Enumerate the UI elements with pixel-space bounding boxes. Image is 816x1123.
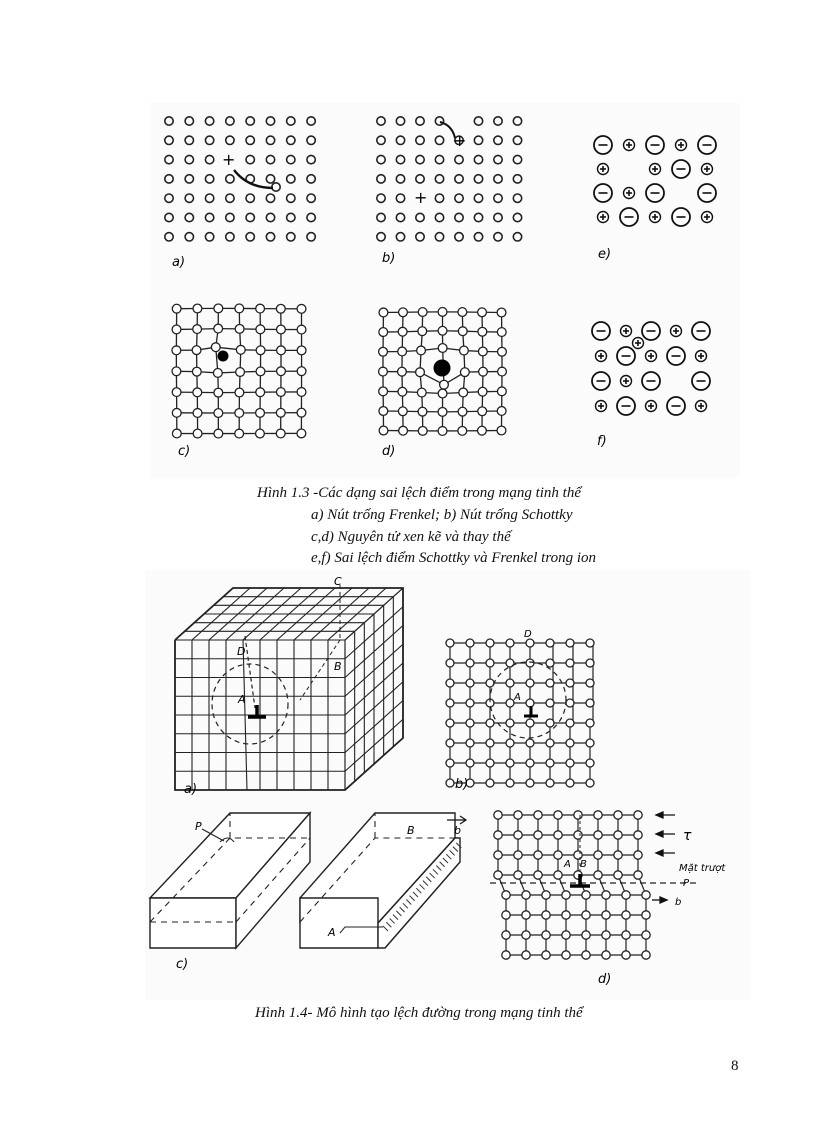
lattice-atom: [574, 851, 582, 859]
lattice-atom: [192, 367, 201, 376]
lattice-atom: [586, 719, 594, 727]
lattice-atom: [438, 344, 447, 353]
lattice-atom: [622, 931, 630, 939]
lattice-atom: [546, 679, 554, 687]
lattice-atom: [534, 811, 542, 819]
figure-1-3: [145, 100, 745, 485]
lattice-atom: [526, 739, 534, 747]
figure-1-4-caption: Hình 1.4- Mô hình tạo lệch đường trong mạng tinh thể: [255, 1005, 583, 1021]
lattice-atom: [458, 407, 467, 416]
lattice-atom: [417, 346, 426, 355]
figure-1-3-background: [150, 103, 740, 478]
figure-1-3-caption-ef: e,f) Sai lệch điểm Schottky và Frenkel trong ion: [311, 550, 597, 566]
lattice-atom: [522, 931, 530, 939]
lattice-atom: [526, 719, 534, 727]
panel-1-4-d-label-p: P: [683, 878, 690, 889]
lattice-atom: [446, 779, 454, 787]
lattice-atom: [494, 831, 502, 839]
lattice-atom: [256, 346, 265, 355]
lattice-atom: [486, 759, 494, 767]
lattice-atom: [398, 347, 407, 356]
lattice-atom: [398, 387, 407, 396]
lattice-atom: [379, 387, 388, 396]
lattice-atom: [486, 779, 494, 787]
lattice-atom: [502, 891, 510, 899]
panel-1-4-b-label-d: D: [524, 629, 532, 640]
lattice-atom: [214, 304, 223, 313]
lattice-atom: [235, 324, 244, 333]
lattice-atom: [526, 699, 534, 707]
lattice-atom: [534, 851, 542, 859]
panel-1-4-c-label: c): [176, 957, 189, 972]
panel-1-3-b-plus-top: +: [453, 131, 467, 150]
lattice-atom: [446, 639, 454, 647]
lattice-atom: [193, 429, 202, 438]
lattice-atom: [458, 426, 467, 435]
lattice-atom: [276, 408, 285, 417]
lattice-atom: [634, 811, 642, 819]
lattice-atom: [514, 871, 522, 879]
lattice-atom: [466, 719, 474, 727]
lattice-atom: [486, 639, 494, 647]
lattice-atom: [486, 719, 494, 727]
lattice-atom: [506, 779, 514, 787]
lattice-atom: [542, 891, 550, 899]
lattice-atom: [446, 679, 454, 687]
lattice-atom: [526, 679, 534, 687]
lattice-atom: [566, 639, 574, 647]
panel-1-4-d-label-b-vector: b: [675, 897, 682, 908]
lattice-atom: [502, 951, 510, 959]
figure-1-3-caption-ab: a) Nút trống Frenkel; b) Nút trống Schottky: [311, 507, 573, 523]
lattice-atom: [172, 346, 181, 355]
panel-1-4-b-label-a: A: [514, 692, 521, 703]
lattice-atom: [566, 679, 574, 687]
lattice-atom: [277, 367, 286, 376]
lattice-atom: [214, 388, 223, 397]
lattice-atom: [297, 388, 306, 397]
panel-1-3-a-plus: +: [222, 150, 236, 169]
lattice-atom: [634, 831, 642, 839]
lattice-atom: [211, 343, 220, 352]
lattice-atom: [526, 759, 534, 767]
lattice-atom: [634, 851, 642, 859]
panel-1-3-e-label: e): [598, 247, 612, 262]
lattice-atom: [276, 388, 285, 397]
lattice-atom: [634, 871, 642, 879]
lattice-atom: [297, 346, 306, 355]
lattice-atom: [440, 380, 449, 389]
panel-1-4-a-label-d: D: [237, 645, 246, 658]
lattice-atom: [586, 759, 594, 767]
panel-1-4-d-label: d): [598, 972, 612, 987]
lattice-atom: [498, 367, 507, 376]
lattice-atom: [542, 951, 550, 959]
lattice-atom: [614, 831, 622, 839]
lattice-atom: [277, 325, 286, 334]
lattice-atom: [642, 911, 650, 919]
lattice-atom: [172, 429, 181, 438]
lattice-atom: [502, 931, 510, 939]
lattice-atom: [534, 831, 542, 839]
lattice-atom: [642, 931, 650, 939]
figure-1-4: [140, 568, 755, 1005]
lattice-atom: [256, 388, 265, 397]
lattice-atom: [478, 407, 487, 416]
lattice-atom: [506, 739, 514, 747]
lattice-atom: [494, 811, 502, 819]
lattice-atom: [193, 304, 202, 313]
lattice-atom: [418, 426, 427, 435]
panel-1-4-d-label-tau: τ: [683, 828, 692, 844]
lattice-atom: [438, 307, 447, 316]
lattice-atom: [398, 327, 407, 336]
lattice-atom: [514, 831, 522, 839]
lattice-atom: [399, 308, 408, 317]
lattice-atom: [546, 699, 554, 707]
lattice-atom: [446, 699, 454, 707]
lattice-atom: [542, 931, 550, 939]
lattice-atom: [602, 911, 610, 919]
lattice-atom: [514, 811, 522, 819]
lattice-atom: [498, 347, 507, 356]
lattice-atom: [594, 831, 602, 839]
lattice-atom: [256, 408, 265, 417]
lattice-atom: [214, 409, 223, 418]
lattice-atom: [418, 407, 427, 416]
panel-1-4-a-label-c: C: [334, 575, 342, 588]
lattice-atom: [514, 851, 522, 859]
lattice-atom: [506, 679, 514, 687]
lattice-atom: [526, 659, 534, 667]
lattice-atom: [276, 429, 285, 438]
lattice-atom: [466, 659, 474, 667]
lattice-atom: [379, 308, 388, 317]
lattice-atom: [235, 304, 244, 313]
lattice-atom: [478, 426, 487, 435]
lattice-atom: [193, 325, 202, 334]
page-number: 8: [731, 1058, 739, 1074]
lattice-atom: [586, 779, 594, 787]
lattice-atom: [458, 308, 467, 317]
lattice-atom: [586, 679, 594, 687]
lattice-atom: [506, 759, 514, 767]
lattice-atom: [497, 308, 506, 317]
lattice-atom: [379, 347, 388, 356]
panel-1-4-c-label-b-upper: B: [407, 824, 415, 837]
lattice-atom: [534, 871, 542, 879]
lattice-atom: [542, 911, 550, 919]
lattice-atom: [236, 368, 245, 377]
lattice-atom: [642, 891, 650, 899]
lattice-atom: [497, 407, 506, 416]
lattice-atom: [622, 911, 630, 919]
lattice-atom: [586, 739, 594, 747]
lattice-atom: [614, 811, 622, 819]
lattice-atom: [622, 951, 630, 959]
lattice-atom: [438, 407, 447, 416]
panel-1-4-d-label-a: A: [564, 859, 571, 870]
lattice-atom: [574, 831, 582, 839]
lattice-atom: [526, 639, 534, 647]
lattice-atom: [214, 324, 223, 333]
lattice-atom: [522, 951, 530, 959]
lattice-atom: [546, 639, 554, 647]
lattice-atom: [494, 871, 502, 879]
lattice-atom: [478, 387, 487, 396]
lattice-atom: [438, 427, 447, 436]
panel-1-3-a-label: a): [172, 255, 186, 270]
lattice-atom: [438, 326, 447, 335]
panel-1-4-b-label: b): [455, 777, 469, 792]
lattice-atom: [460, 368, 469, 377]
lattice-atom: [622, 891, 630, 899]
lattice-atom: [256, 429, 265, 438]
lattice-atom: [614, 851, 622, 859]
lattice-atom: [594, 871, 602, 879]
lattice-atom: [466, 679, 474, 687]
lattice-atom: [546, 779, 554, 787]
lattice-atom: [582, 931, 590, 939]
lattice-atom: [418, 308, 427, 317]
lattice-atom: [235, 429, 244, 438]
lattice-atom: [418, 327, 427, 336]
panel-1-3-c-label: c): [178, 444, 191, 459]
panel-1-4-a-label-b: B: [334, 660, 342, 673]
lattice-atom: [586, 699, 594, 707]
lattice-atom: [398, 407, 407, 416]
interstitial-atom: [218, 351, 229, 362]
lattice-atom: [582, 911, 590, 919]
lattice-atom: [479, 367, 488, 376]
lattice-atom: [466, 759, 474, 767]
panel-1-4-c-label-b-lower: b: [454, 824, 461, 837]
lattice-atom: [459, 388, 468, 397]
lattice-atom: [582, 891, 590, 899]
lattice-atom: [602, 891, 610, 899]
figure-1-3-caption-cd: c,d) Nguyên tử xen kẽ và thay thế: [311, 529, 511, 545]
lattice-atom: [297, 429, 306, 438]
lattice-atom: [497, 387, 506, 396]
lattice-atom: [193, 388, 202, 397]
lattice-atom: [172, 304, 181, 313]
lattice-atom: [546, 719, 554, 727]
lattice-atom: [522, 891, 530, 899]
lattice-atom: [399, 426, 408, 435]
panel-1-4-c-label-a: A: [328, 926, 336, 939]
lattice-atom: [546, 659, 554, 667]
lattice-atom: [172, 388, 181, 397]
lattice-atom: [522, 911, 530, 919]
lattice-atom: [546, 759, 554, 767]
lattice-atom: [446, 719, 454, 727]
lattice-atom: [497, 426, 506, 435]
lattice-atom: [398, 367, 407, 376]
lattice-atom: [586, 659, 594, 667]
lattice-atom: [562, 911, 570, 919]
lattice-atom: [478, 327, 487, 336]
lattice-atom: [172, 408, 181, 417]
figure-1-3-caption-title: Hình 1.3 -Các dạng sai lệch điểm trong mạng tinh thể: [257, 485, 581, 501]
lattice-atom: [256, 304, 265, 313]
lattice-atom: [172, 325, 181, 334]
lattice-atom: [478, 347, 487, 356]
lattice-atom: [566, 719, 574, 727]
lattice-atom: [554, 851, 562, 859]
lattice-atom: [276, 304, 285, 313]
lattice-atom: [506, 699, 514, 707]
lattice-atom: [446, 739, 454, 747]
lattice-atom: [602, 951, 610, 959]
lattice-atom: [574, 811, 582, 819]
lattice-atom: [594, 851, 602, 859]
lattice-atom: [446, 759, 454, 767]
panel-1-3-d-label: d): [382, 444, 396, 459]
lattice-atom: [192, 346, 201, 355]
lattice-atom: [566, 659, 574, 667]
lattice-atom: [379, 407, 388, 416]
lattice-atom: [566, 739, 574, 747]
lattice-atom: [554, 831, 562, 839]
lattice-atom: [486, 659, 494, 667]
lattice-atom: [526, 779, 534, 787]
lattice-atom: [494, 851, 502, 859]
panel-1-4-a-label: a): [184, 782, 198, 797]
lattice-atom: [466, 739, 474, 747]
lattice-atom: [602, 931, 610, 939]
lattice-atom: [379, 328, 388, 337]
lattice-atom: [546, 739, 554, 747]
lattice-atom: [562, 931, 570, 939]
lattice-atom: [642, 951, 650, 959]
lattice-atom: [486, 739, 494, 747]
lattice-atom: [235, 388, 244, 397]
lattice-atom: [594, 811, 602, 819]
lattice-atom: [554, 811, 562, 819]
lattice-atom: [466, 699, 474, 707]
lattice-atom: [297, 367, 306, 376]
panel-1-4-d-label-b: B: [580, 859, 587, 870]
panel-1-4-a-label-a: A: [238, 693, 246, 706]
lattice-atom: [502, 911, 510, 919]
lattice-atom: [379, 426, 388, 435]
lattice-atom: [277, 346, 286, 355]
lattice-atom: [235, 409, 244, 418]
lattice-atom: [586, 639, 594, 647]
panel-1-3-b-label: b): [382, 251, 396, 266]
lattice-atom: [497, 328, 506, 337]
lattice-atom: [416, 368, 425, 377]
lattice-atom: [506, 639, 514, 647]
substitutional-atom: [434, 360, 451, 377]
lattice-atom: [236, 345, 245, 354]
lattice-atom: [297, 325, 306, 334]
lattice-atom: [460, 346, 469, 355]
lattice-atom: [478, 308, 487, 317]
lattice-atom: [458, 327, 467, 336]
lattice-atom: [506, 719, 514, 727]
panel-1-3-f-label: f): [597, 434, 607, 449]
lattice-atom: [446, 659, 454, 667]
lattice-atom: [193, 409, 202, 418]
lattice-atom: [214, 429, 223, 438]
lattice-atom: [566, 759, 574, 767]
lattice-atom: [566, 699, 574, 707]
lattice-atom: [213, 369, 222, 378]
lattice-atom: [614, 871, 622, 879]
lattice-atom: [486, 679, 494, 687]
lattice-atom: [297, 304, 306, 313]
lattice-atom: [172, 367, 181, 376]
panel-1-4-d-label-slip-plane: Mặt trượt: [679, 863, 726, 874]
lattice-atom: [566, 779, 574, 787]
lattice-atom: [466, 639, 474, 647]
lattice-atom: [582, 951, 590, 959]
lattice-atom: [256, 325, 265, 334]
lattice-atom: [554, 871, 562, 879]
lattice-atom: [379, 367, 388, 376]
lattice-atom: [438, 389, 447, 398]
panel-1-3-b-plus-mid: +: [414, 188, 428, 207]
lattice-atom: [297, 408, 306, 417]
lattice-atom: [417, 388, 426, 397]
panel-1-4-c-label-p: P: [195, 820, 202, 833]
lattice-atom: [562, 951, 570, 959]
lattice-atom: [256, 367, 265, 376]
lattice-atom: [562, 891, 570, 899]
